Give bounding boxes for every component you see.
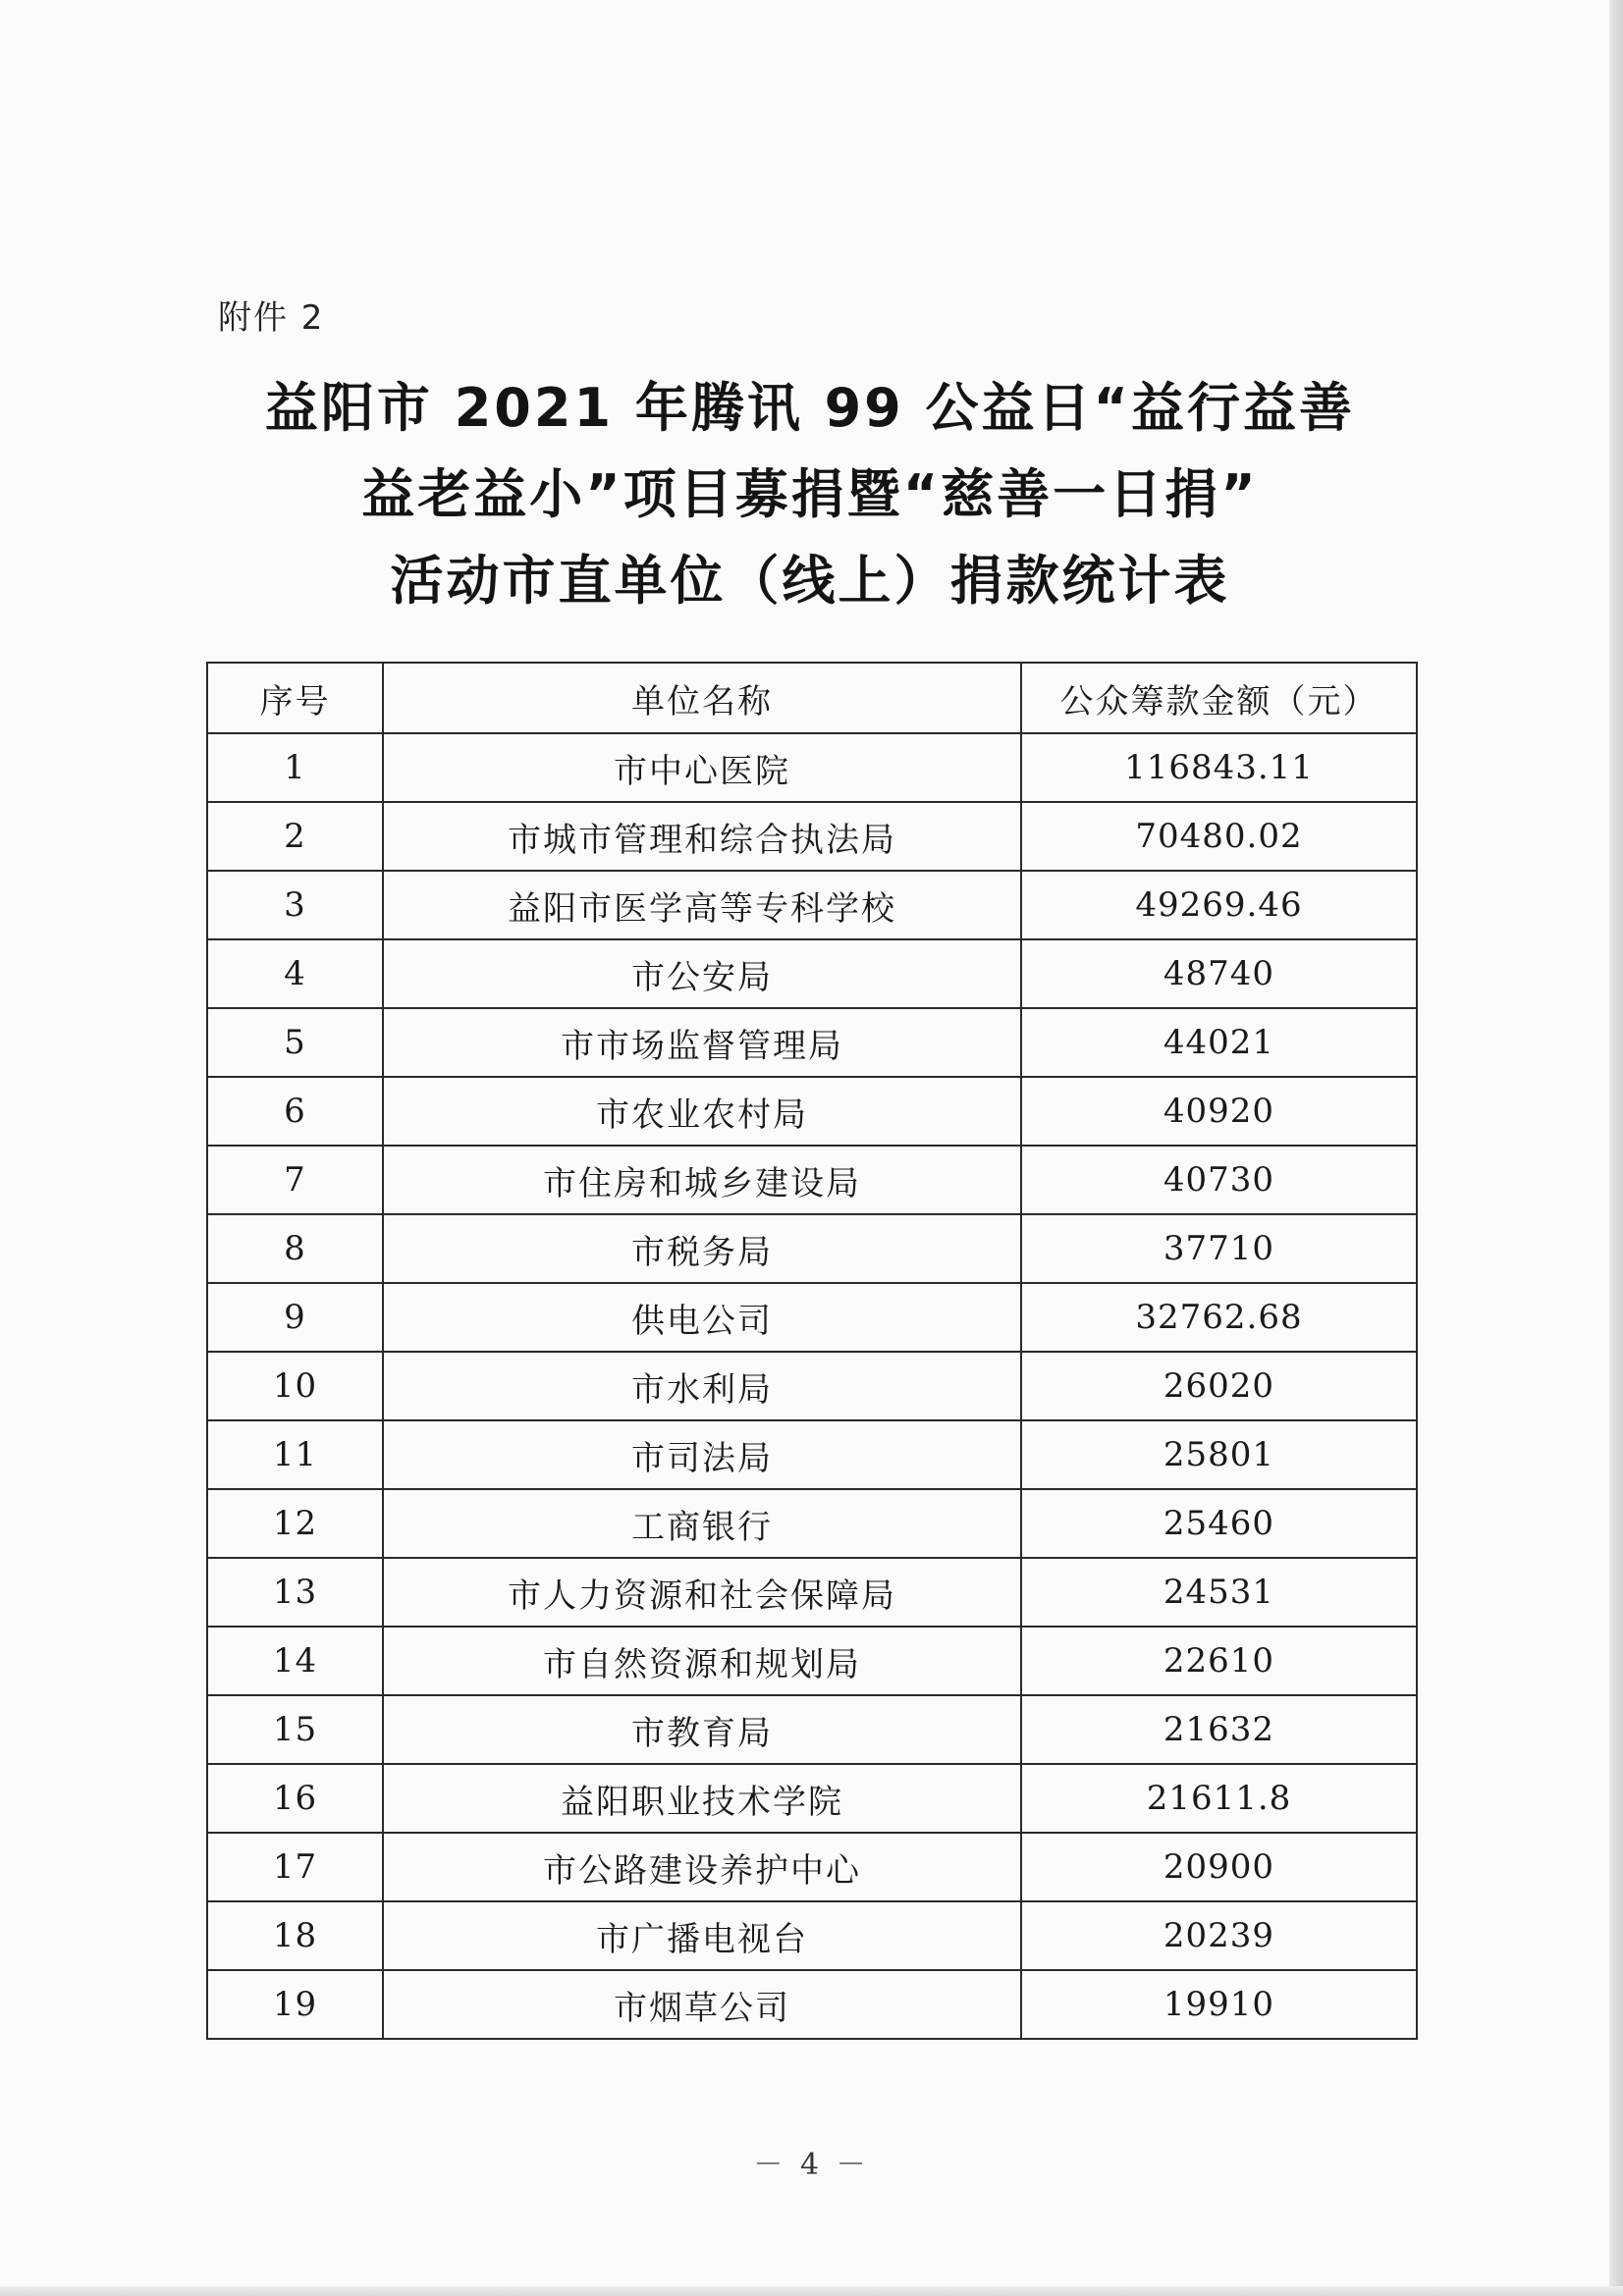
row-unit-name: 市住房和城乡建设局 bbox=[383, 1146, 1021, 1214]
row-serial-number: 18 bbox=[207, 1901, 383, 1970]
row-serial-number: 19 bbox=[207, 1970, 383, 2039]
table-row bbox=[207, 1764, 1417, 1833]
row-amount: 21632 bbox=[1021, 1695, 1417, 1764]
row-unit-name: 市中心医院 bbox=[383, 733, 1021, 802]
row-unit-name: 市市场监督管理局 bbox=[383, 1008, 1021, 1077]
table-row bbox=[207, 1489, 1417, 1558]
row-unit-name: 市司法局 bbox=[383, 1420, 1021, 1489]
row-amount: 49269.46 bbox=[1021, 871, 1417, 939]
table-row bbox=[207, 733, 1417, 802]
table-row bbox=[207, 1558, 1417, 1627]
row-unit-name: 市农业农村局 bbox=[383, 1077, 1021, 1146]
row-serial-number: 1 bbox=[207, 733, 383, 802]
row-unit-name: 工商银行 bbox=[383, 1489, 1021, 1558]
row-amount: 40920 bbox=[1021, 1077, 1417, 1146]
row-amount: 24531 bbox=[1021, 1558, 1417, 1627]
title-line-3: 活动市直单位（线上）捐款统计表 bbox=[390, 550, 1230, 612]
scan-edge-right bbox=[1609, 0, 1623, 2296]
row-amount: 70480.02 bbox=[1021, 802, 1417, 871]
document-title bbox=[196, 365, 1424, 624]
row-serial-number: 17 bbox=[207, 1833, 383, 1901]
table-row bbox=[207, 939, 1417, 1008]
row-serial-number: 8 bbox=[207, 1214, 383, 1283]
row-unit-name: 市自然资源和规划局 bbox=[383, 1627, 1021, 1695]
scan-edge-bottom bbox=[0, 2286, 1623, 2296]
row-serial-number: 5 bbox=[207, 1008, 383, 1077]
row-unit-name: 市税务局 bbox=[383, 1214, 1021, 1283]
title-line-2: 益老益小”项目募捐暨“慈善一日捐” bbox=[361, 463, 1259, 525]
table-row bbox=[207, 1833, 1417, 1901]
table-row bbox=[207, 1352, 1417, 1420]
row-amount: 40730 bbox=[1021, 1146, 1417, 1214]
row-serial-number: 12 bbox=[207, 1489, 383, 1558]
row-amount: 22610 bbox=[1021, 1627, 1417, 1695]
row-unit-name: 市人力资源和社会保障局 bbox=[383, 1558, 1021, 1627]
table-header-row bbox=[207, 663, 1417, 733]
row-unit-name: 市城市管理和综合执法局 bbox=[383, 802, 1021, 871]
row-serial-number: 10 bbox=[207, 1352, 383, 1420]
row-amount: 19910 bbox=[1021, 1970, 1417, 2039]
row-serial-number: 16 bbox=[207, 1764, 383, 1833]
row-amount: 48740 bbox=[1021, 939, 1417, 1008]
header-amount: 公众筹款金额（元） bbox=[1021, 663, 1417, 733]
row-amount: 32762.68 bbox=[1021, 1283, 1417, 1352]
table-row bbox=[207, 871, 1417, 939]
row-unit-name: 市烟草公司 bbox=[383, 1970, 1021, 2039]
table-row bbox=[207, 802, 1417, 871]
table-body bbox=[207, 733, 1417, 2039]
row-serial-number: 7 bbox=[207, 1146, 383, 1214]
row-serial-number: 6 bbox=[207, 1077, 383, 1146]
row-unit-name: 市广播电视台 bbox=[383, 1901, 1021, 1970]
table-row bbox=[207, 1283, 1417, 1352]
table-row bbox=[207, 1420, 1417, 1489]
table-row bbox=[207, 1077, 1417, 1146]
row-serial-number: 9 bbox=[207, 1283, 383, 1352]
table-header bbox=[207, 663, 1417, 733]
donation-statistics-table bbox=[206, 662, 1418, 2040]
table-row bbox=[207, 1695, 1417, 1764]
header-unit-name: 单位名称 bbox=[383, 663, 1021, 733]
row-serial-number: 15 bbox=[207, 1695, 383, 1764]
row-serial-number: 11 bbox=[207, 1420, 383, 1489]
title-line-1: 益阳市 2021 年腾讯 99 公益日“益行益善 bbox=[264, 377, 1356, 439]
row-amount: 44021 bbox=[1021, 1008, 1417, 1077]
row-unit-name: 供电公司 bbox=[383, 1283, 1021, 1352]
row-unit-name: 市公安局 bbox=[383, 939, 1021, 1008]
row-unit-name: 益阳市医学高等专科学校 bbox=[383, 871, 1021, 939]
row-serial-number: 14 bbox=[207, 1627, 383, 1695]
table-row bbox=[207, 1970, 1417, 2039]
row-amount: 26020 bbox=[1021, 1352, 1417, 1420]
row-unit-name: 益阳职业技术学院 bbox=[383, 1764, 1021, 1833]
row-unit-name: 市教育局 bbox=[383, 1695, 1021, 1764]
row-amount: 20900 bbox=[1021, 1833, 1417, 1901]
row-serial-number: 2 bbox=[207, 802, 383, 871]
row-amount: 116843.11 bbox=[1021, 733, 1417, 802]
row-serial-number: 3 bbox=[207, 871, 383, 939]
row-amount: 37710 bbox=[1021, 1214, 1417, 1283]
page-number: － 4 － bbox=[753, 2148, 870, 2182]
row-unit-name: 市水利局 bbox=[383, 1352, 1021, 1420]
row-amount: 25801 bbox=[1021, 1420, 1417, 1489]
attachment-label: 附件 2 bbox=[218, 298, 325, 338]
row-amount: 21611.8 bbox=[1021, 1764, 1417, 1833]
row-amount: 20239 bbox=[1021, 1901, 1417, 1970]
row-serial-number: 13 bbox=[207, 1558, 383, 1627]
table-row bbox=[207, 1146, 1417, 1214]
row-unit-name: 市公路建设养护中心 bbox=[383, 1833, 1021, 1901]
row-serial-number: 4 bbox=[207, 939, 383, 1008]
table-row bbox=[207, 1214, 1417, 1283]
row-amount: 25460 bbox=[1021, 1489, 1417, 1558]
table-row bbox=[207, 1008, 1417, 1077]
table-row bbox=[207, 1901, 1417, 1970]
header-serial-number: 序号 bbox=[207, 663, 383, 733]
table-row bbox=[207, 1627, 1417, 1695]
